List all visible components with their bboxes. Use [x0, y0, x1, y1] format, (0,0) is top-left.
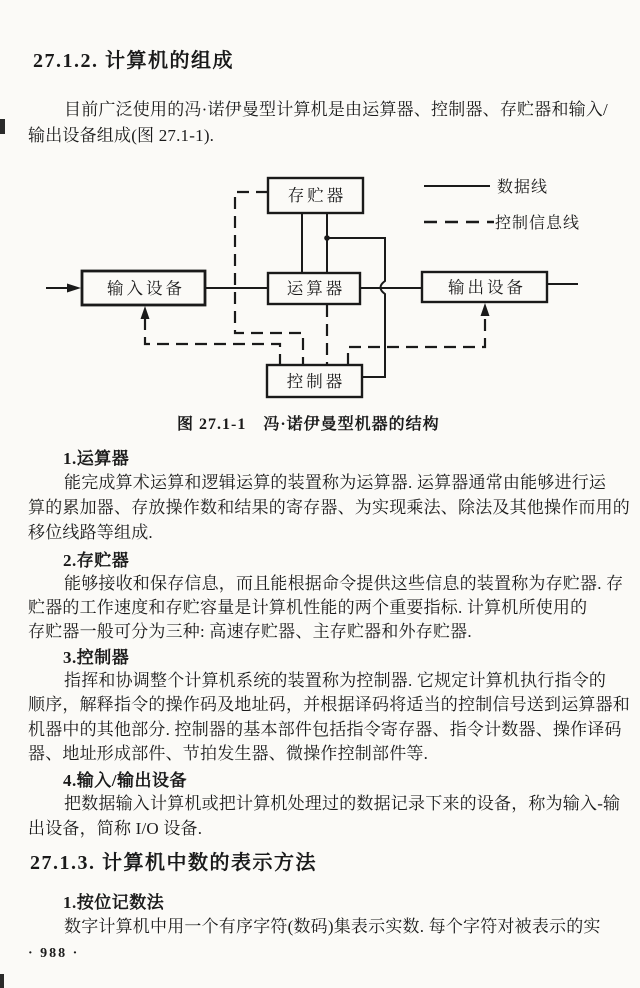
body-line: 指挥和协调整个计算机系统的装置称为控制器. 它规定计算机执行指令的 [64, 671, 607, 690]
control-line-controller-input [145, 318, 280, 365]
body-line: 数字计算机中用一个有序字符(数码)集表示实数. 每个字符对被表示的实 [64, 917, 601, 936]
data-line-junction-to-controller [327, 238, 385, 377]
arrowhead-into-input [67, 284, 81, 293]
arrowhead-into-output-bottom [481, 303, 490, 316]
intro-line: 目前广泛使用的冯·诺伊曼型计算机是由运算器、控制器、存贮器和输入/ [64, 100, 608, 119]
body-line: 能完成算术运算和逻辑运算的装置称为运算器. 运算器通常由能够进行运 [64, 473, 607, 492]
control-line-controller-output [348, 315, 485, 365]
intro-line: 输出设备组成(图 27.1-1). [28, 126, 215, 145]
section-heading-27-1-3: 27.1.3. 计算机中数的表示方法 [30, 852, 317, 874]
scan-artifact [0, 974, 4, 988]
alu-label: 运算器 [286, 279, 346, 298]
body-line: 出设备，简称 I/O 设备. [28, 819, 203, 838]
section-heading-27-1-2: 27.1.2. 计算机的组成 [33, 50, 234, 72]
body-line: 移位线路等组成. [28, 523, 153, 542]
input-device-label: 输入设备 [107, 279, 185, 298]
body-line: 器、地址形成部件、节拍发生器、微操作控制部件等. [28, 744, 429, 763]
memory-label: 存贮器 [287, 186, 347, 205]
diagram-box-labels [107, 186, 526, 391]
subheading-io-devices: 4.输入/输出设备 [63, 771, 187, 790]
legend-label-control-line: 控制信息线 [495, 215, 581, 232]
controller-label: 控制器 [286, 372, 346, 391]
figure-caption: 图 27.1-1 冯·诺伊曼型机器的结构 [177, 416, 440, 433]
body-line: 贮器的工作速度和存贮容量是计算机性能的两个重要指标. 计算机所使用的 [28, 598, 588, 617]
subheading-alu: 1.运算器 [63, 449, 130, 468]
scan-artifact [0, 119, 5, 134]
body-line: 存贮器一般可分为三种: 高速存贮器、主存贮器和外存贮器. [28, 622, 472, 641]
body-line: 顺序，解释指令的操作码及地址码，并根据译码将适当的控制信号送到运算器和 [28, 695, 630, 714]
body-line: 算的累加器、存放操作数和结果的寄存器、为实现乘法、除法及其他操作而用的 [28, 498, 630, 517]
von-neumann-diagram [0, 165, 640, 402]
body-line: 把数据输入计算机或把计算机处理过的数据记录下来的设备，称为输入-输 [64, 794, 621, 813]
page-number: · 988 · [28, 946, 80, 961]
subheading-controller: 3.控制器 [63, 648, 130, 667]
diagram-legend [424, 178, 580, 232]
arrowhead-into-input-bottom [141, 306, 150, 319]
output-device-label: 输出设备 [448, 278, 526, 297]
body-line: 能够接收和保存信息，而且能根据命令提供这些信息的装置称为存贮器. 存 [64, 574, 624, 593]
subheading-memory: 2.存贮器 [63, 551, 130, 570]
legend-label-data-line: 数据线 [497, 179, 549, 196]
body-line: 机器中的其他部分. 控制器的基本部件包括指令寄存器、指令计数器、操作译码 [28, 720, 622, 739]
subheading-positional-notation: 1.按位记数法 [63, 893, 165, 912]
junction-dot [324, 235, 330, 241]
